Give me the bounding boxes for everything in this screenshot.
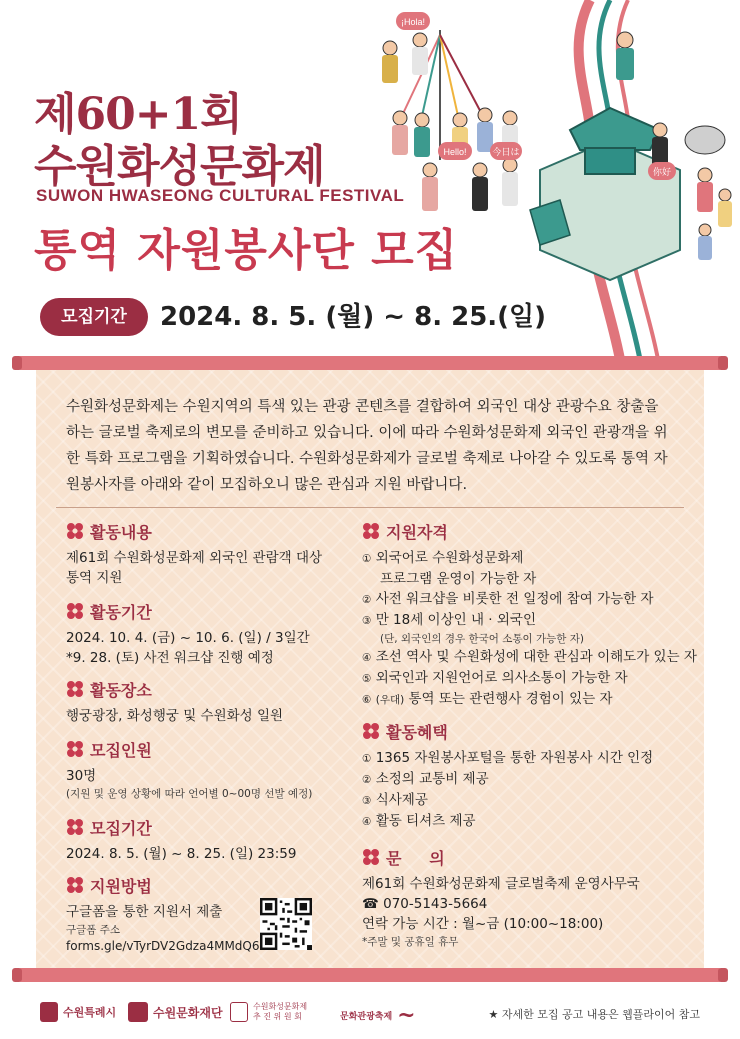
qual-item-3 xyxy=(362,610,697,631)
num-5: ⑤ xyxy=(362,673,372,685)
num-4: ④ xyxy=(362,816,372,828)
committee-emblem-icon xyxy=(230,1002,248,1022)
logo-committee xyxy=(230,1002,307,1022)
qual-item-6-text: 통역 또는 관련행사 경험이 있는 자 xyxy=(408,691,613,707)
place-line-1: 행궁광장, 화성행궁 및 수원화성 일원 xyxy=(66,708,284,724)
hero-section xyxy=(0,0,740,360)
apply-form-url[interactable]: forms.gle/vTyrDV2Gdza4MMdQ6 xyxy=(66,939,260,953)
section-title: 활동내용 xyxy=(90,522,152,542)
section-title: 활동혜택 xyxy=(386,722,448,742)
section-title: 활동기간 xyxy=(90,602,152,622)
logo-culture-tourism-text: 문화관광축제 xyxy=(340,1011,393,1022)
page-title: 통역 자원봉사단 모집 xyxy=(34,225,459,276)
benefit-item-3 xyxy=(362,790,653,811)
flower-icon xyxy=(362,722,380,740)
logo-suwon-city xyxy=(40,1002,116,1022)
qual-item-1 xyxy=(362,548,697,569)
period-badge: 모집기간 xyxy=(40,298,148,336)
festival-illustration xyxy=(360,0,740,370)
qual-item-3-note: (단, 외국인의 경우 한국어 소통이 가능한 자) xyxy=(380,633,584,645)
section-title: 문 의 xyxy=(386,848,445,868)
brush-mark-icon: ~ xyxy=(397,1002,416,1028)
section-title: 활동장소 xyxy=(90,680,152,700)
section-people xyxy=(66,738,312,802)
intro-paragraph: 수원화성문화제는 수원지역의 특색 있는 관광 콘텐츠를 결합하여 외국인 대상 관광수요 창출을 하는 글로벌 축제로의 변모를 준비하고 있습니다. 이에 따라 수원화성문화제 외국인 관광객을 위한 특화 프로그램을 기획하였습니다. 수원화성문화제가 글로벌 축제로 나아갈 수 있도록 통역 자원봉사자를 아래와 같이 모집하오니 많은 관심과 지원 바랍니다. xyxy=(66,399,668,493)
scroll-rod-bottom xyxy=(18,968,722,982)
contact-hours: 연락 가능 시간 : 월~금 (10:00~18:00) xyxy=(362,916,604,932)
num-4: ④ xyxy=(362,652,372,664)
section-apply xyxy=(66,874,260,954)
qual-item-3-text: 만 18세 이상인 내 · 외국인 xyxy=(375,612,537,628)
logo-committee-text-2: 추 진 위 원 회 xyxy=(253,1012,302,1021)
scroll-rod-top xyxy=(18,356,722,370)
section-benefit xyxy=(362,720,653,832)
num-3: ③ xyxy=(362,795,372,807)
benefit-item-1-text: 1365 자원봉사포털을 통한 자원봉사 시간 인정 xyxy=(375,750,654,766)
qual-item-2-text: 사전 워크샵을 비롯한 전 일정에 참여 가능한 자 xyxy=(375,591,654,607)
activity-line-2: 통역 지원 xyxy=(66,570,123,586)
festival-name: 수원화성문화제 xyxy=(34,141,325,192)
logo-suwon-city-text: 수원특례시 xyxy=(63,1006,117,1019)
flower-icon xyxy=(66,602,84,620)
section-qualification xyxy=(362,520,697,710)
svg-text:今日は: 今日は xyxy=(492,148,520,158)
festival-name-english: SUWON HWASEONG CULTURAL FESTIVAL xyxy=(36,186,405,205)
benefit-item-3-text: 식사제공 xyxy=(375,792,428,808)
qual-item-4 xyxy=(362,647,697,668)
flower-icon xyxy=(362,522,380,540)
num-2: ② xyxy=(362,594,372,606)
footer-note: ★ 자세한 모집 공고 내용은 웹플라이어 참고 xyxy=(488,1008,700,1021)
period-dates: 2024. 8. 5. (월) ~ 8. 25.(일) xyxy=(160,302,547,332)
logo-foundation-text: 수원문화재단 xyxy=(153,1005,223,1020)
benefit-item-1 xyxy=(362,748,653,769)
activity-line-1: 제61회 수원화성문화제 외국인 관람객 대상 xyxy=(66,550,323,566)
qual-item-1-text: 외국어로 수원화성문화제 xyxy=(375,550,524,566)
section-recruit xyxy=(66,816,296,864)
suwon-city-emblem-icon xyxy=(40,1002,58,1022)
speech-bubble-japanese xyxy=(490,142,522,160)
logo-suwon-cultural-foundation xyxy=(128,1002,223,1022)
recruit-line-1: 2024. 8. 5. (월) ~ 8. 25. (일) 23:59 xyxy=(66,846,297,862)
qual-item-5-text: 외국인과 지원언어로 의사소통이 가능한 자 xyxy=(375,670,628,686)
period-line-1: 2024. 10. 4. (금) ~ 10. 6. (일) / 3일간 xyxy=(66,630,310,646)
section-activity xyxy=(66,520,322,588)
qual-item-5 xyxy=(362,668,697,689)
section-place xyxy=(66,678,283,726)
people-count: 30명 xyxy=(66,768,97,784)
apply-line-1: 구글폼을 통한 지원서 제출 xyxy=(66,904,223,920)
section-title: 지원자격 xyxy=(386,522,448,542)
contact-note: *주말 및 공휴일 휴무 xyxy=(362,936,459,948)
qual-item-4-text: 조선 역사 및 수원화성에 대한 관심과 이해도가 있는 자 xyxy=(375,649,697,665)
period-line-2: *9. 28. (토) 사전 워크샵 진행 예정 xyxy=(66,650,274,666)
num-3: ③ xyxy=(362,615,372,627)
benefit-item-4 xyxy=(362,811,653,832)
people-note: (지원 및 운영 상황에 따라 언어별 0~00명 선발 예정) xyxy=(66,788,313,800)
num-6: ⑥ xyxy=(362,694,372,706)
logo-committee-text-1: 수원화성문화제 xyxy=(253,1002,308,1011)
benefit-item-2 xyxy=(362,769,653,790)
rod-cap xyxy=(12,968,22,982)
flower-icon xyxy=(66,680,84,698)
apply-form-label: 구글폼 주소 xyxy=(66,924,121,936)
benefit-item-2-text: 소정의 교통비 제공 xyxy=(375,771,489,787)
rod-cap xyxy=(718,968,728,982)
flower-icon xyxy=(362,848,380,866)
speech-bubble-chinese xyxy=(648,162,676,180)
flower-icon xyxy=(66,522,84,540)
flower-icon xyxy=(66,818,84,836)
num-1: ① xyxy=(362,753,372,765)
logo-culture-tourism xyxy=(340,1002,416,1028)
preferred-label: (우대) xyxy=(375,694,405,706)
section-period xyxy=(66,600,310,668)
benefit-item-4-text: 활동 티셔츠 제공 xyxy=(375,813,476,829)
contact-office: 제61회 수원화성문화제 글로벌축제 운영사무국 xyxy=(362,876,640,892)
festival-edition: 제60+1회 xyxy=(34,89,242,140)
svg-text:¡Hola!: ¡Hola! xyxy=(400,17,426,27)
section-title: 모집기간 xyxy=(90,818,152,838)
qual-item-6 xyxy=(362,689,697,710)
section-title: 지원방법 xyxy=(90,876,152,896)
speech-bubble-hello xyxy=(438,142,472,160)
section-contact xyxy=(362,846,640,950)
speech-bubble-hola xyxy=(396,12,430,30)
section-title: 모집인원 xyxy=(90,740,152,760)
num-1: ① xyxy=(362,553,372,565)
flower-icon xyxy=(66,876,84,894)
svg-text:Hello!: Hello! xyxy=(443,147,467,157)
qual-item-2 xyxy=(362,589,697,610)
flower-icon xyxy=(66,740,84,758)
qual-item-1-cont: 프로그램 운영이 가능한 자 xyxy=(380,571,537,587)
num-2: ② xyxy=(362,774,372,786)
svg-text:你好: 你好 xyxy=(652,168,672,178)
qr-code[interactable] xyxy=(260,898,312,950)
rod-cap xyxy=(718,356,728,370)
divider xyxy=(56,507,684,508)
pavilion-icon xyxy=(128,1002,148,1022)
rod-cap xyxy=(12,356,22,370)
contact-phone[interactable]: ☎ 070-5143-5664 xyxy=(362,896,488,912)
